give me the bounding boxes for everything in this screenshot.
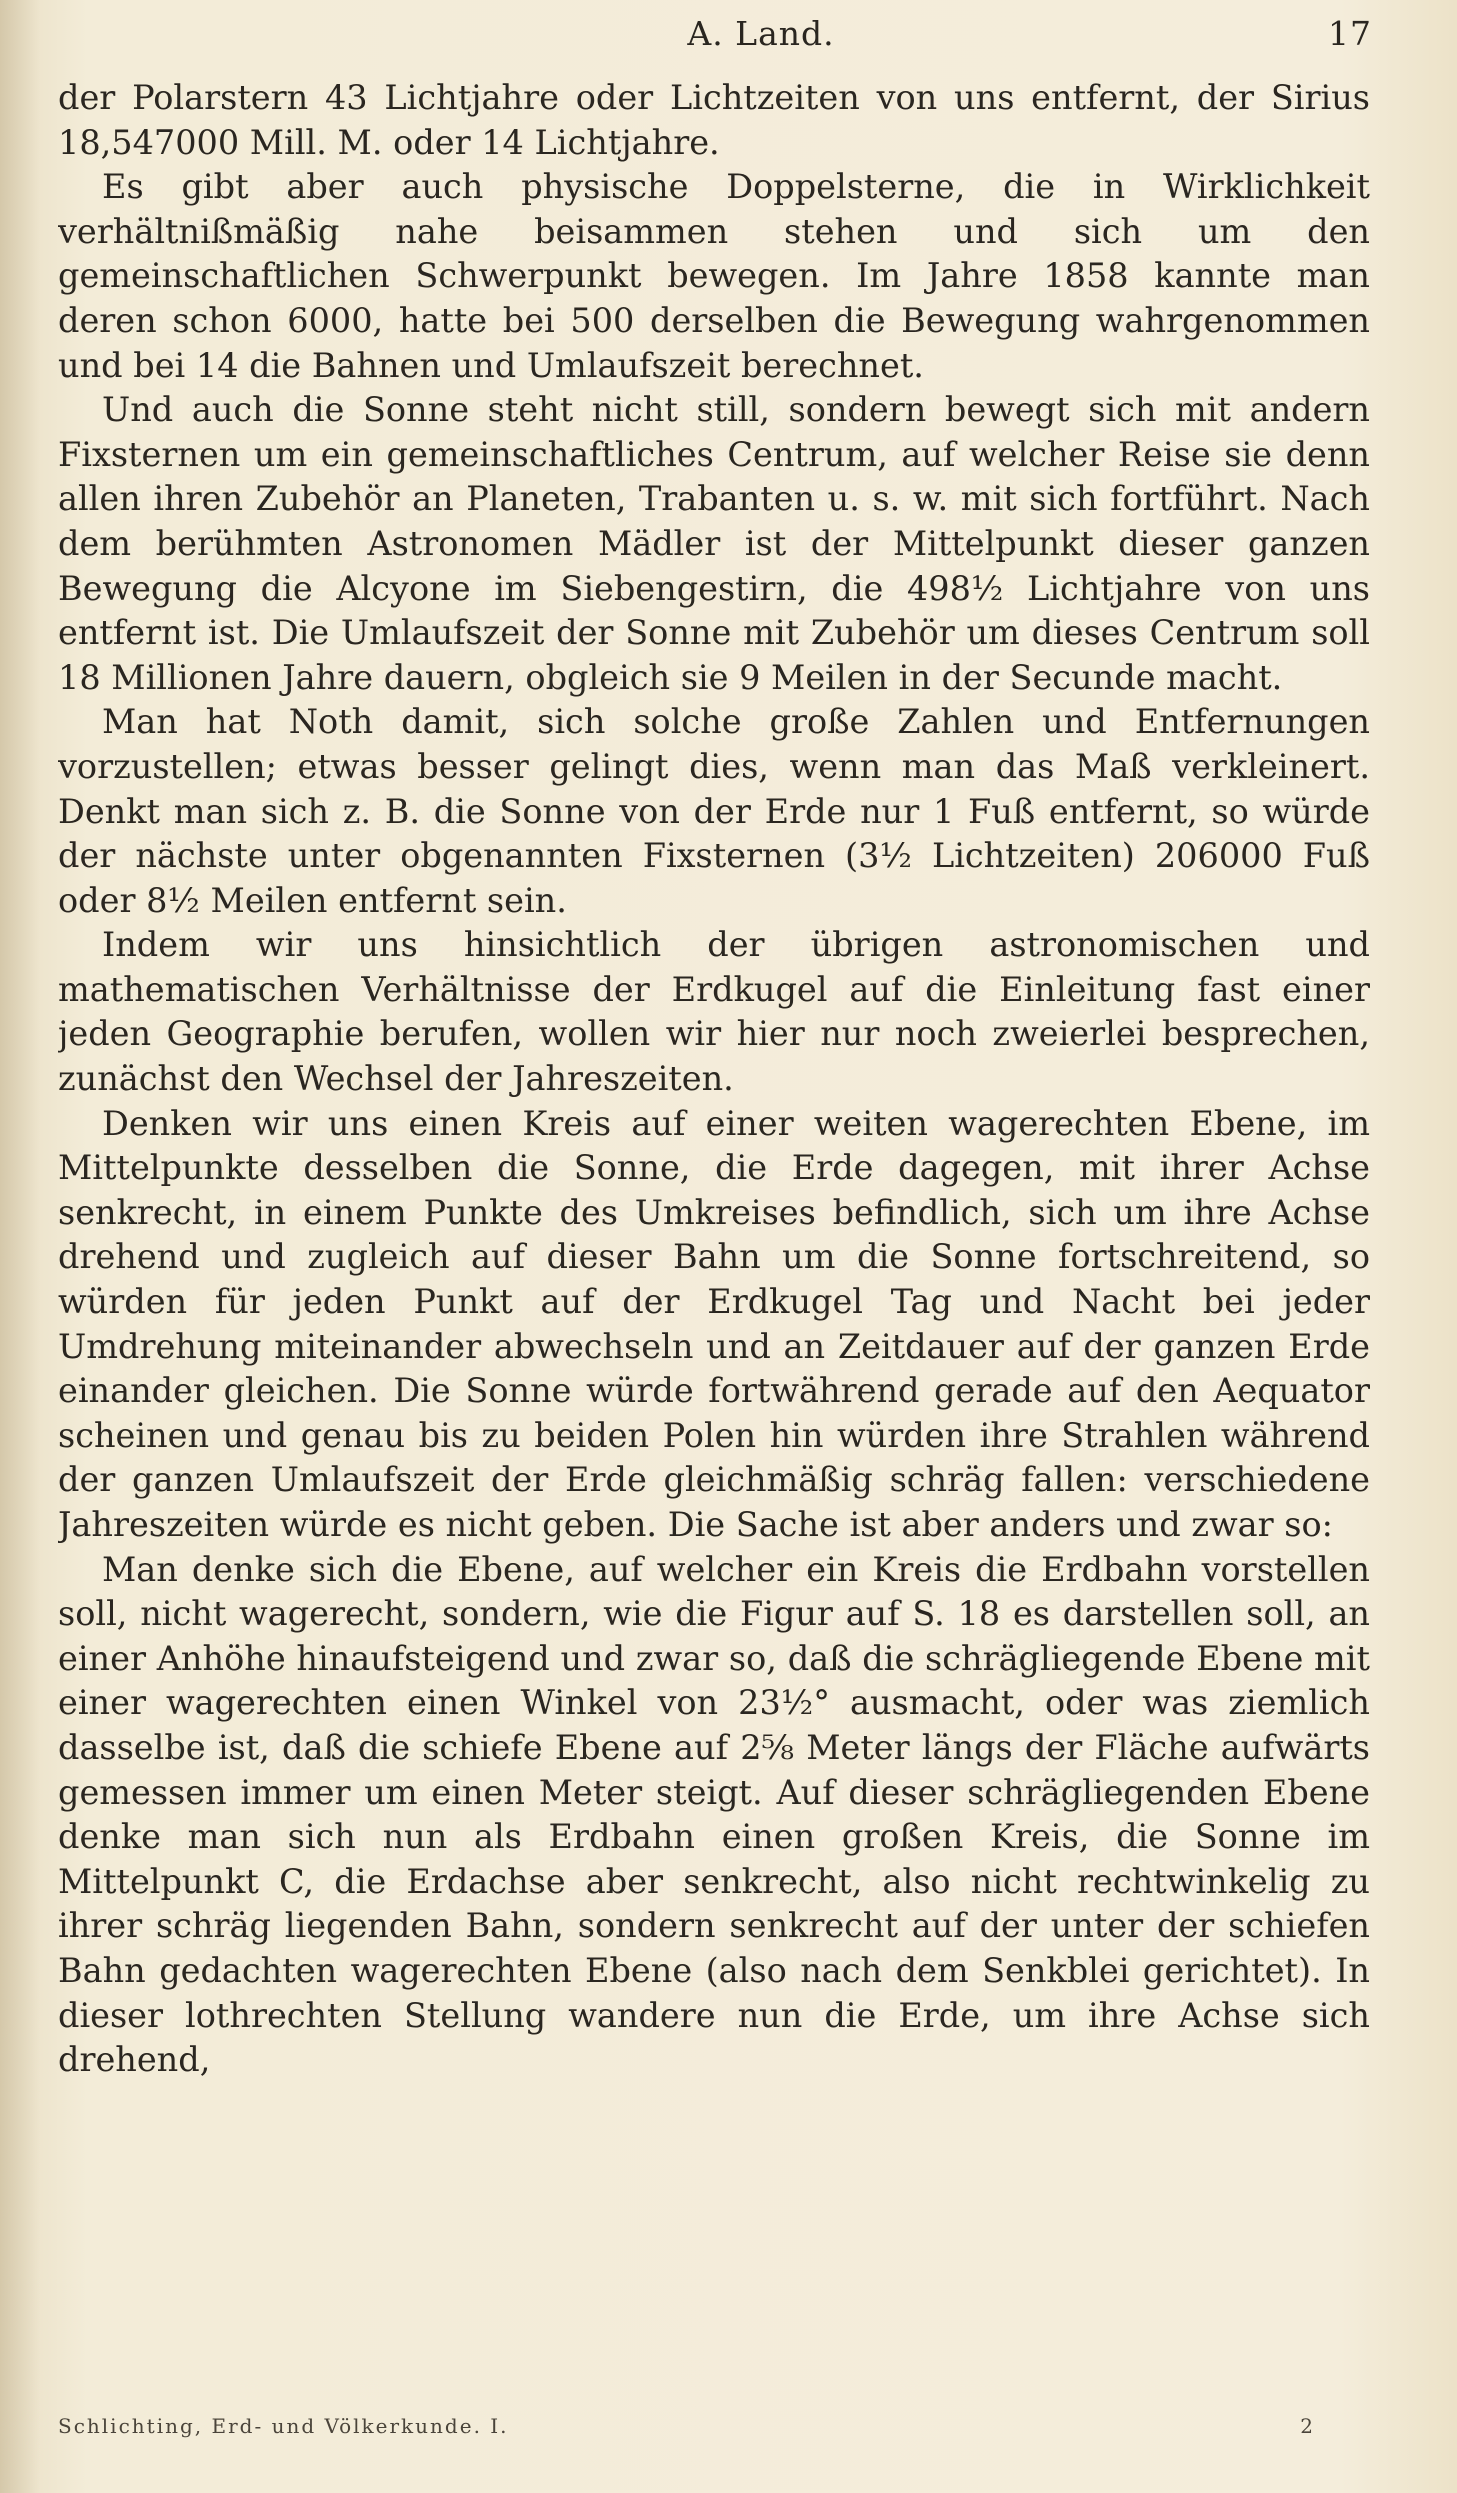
printer-signature: Schlichting, Erd- und Völkerkunde. I. (58, 2414, 509, 2438)
paragraph: Denken wir uns einen Kreis auf einer weiten wagerechten Ebene, im Mittelpunkte desselben die Sonne, die Erde dagegen, mit ihrer Achse senkrecht, in einem Punkte des Umkreises befindlich, sich um ihre Achse drehend und zugleich auf dieser Bahn um die Sonne fortschreitend, so würden für jeden Punkt auf der Erdkugel Tag und Nacht bei jeder Umdrehung miteinander abwechseln und an Zeitdauer auf der ganzen Erde einander gleichen. Die Sonne würde fortwährend gerade auf den Aequator scheinen und genau bis zu beiden Polen hin würden ihre Strahlen während der ganzen Umlaufszeit der Erde gleichmäßig schräg fallen: verschiedene Jahreszeiten würde es nicht geben. Die Sache ist aber anders und zwar so: (58, 1103, 1370, 1544)
paragraph: Es gibt aber auch physische Doppelsterne, die in Wirklichkeit verhältnißmäßig nahe beisammen stehen und sich um den gemeinschaftlichen Schwerpunkt bewegen. Im Jahre 1858 kannte man deren schon 6000, hatte bei 500 derselben die Bewegung wahrgenommen und bei 14 die Bahnen und Umlaufszeit berechnet. (58, 167, 1370, 385)
signature-mark: 2 (1300, 2414, 1315, 2438)
section-title: A. Land. (687, 14, 835, 53)
page-footer (58, 2414, 1370, 2446)
body-text (58, 76, 1370, 2406)
paragraph: Indem wir uns hinsichtlich der übrigen astronomischen und mathematischen Verhältnisse der Erdkugel auf die Einleitung fast einer jeden Geographie berufen, wollen wir hier nur noch zweierlei besprechen, zunächst den Wechsel der Jahreszeiten. (58, 925, 1370, 1099)
page-number: 17 (1328, 14, 1372, 53)
paragraph: der Polarstern 43 Lichtjahre oder Lichtzeiten von uns entfernt, der Sirius 18,547000 Mill. M. oder 14 Lichtjahre. (58, 78, 1370, 162)
paragraph: Man denke sich die Ebene, auf welcher ein Kreis die Erdbahn vorstellen soll, nicht wagerecht, sondern, wie die Figur auf S. 18 es darstellen soll, an einer Anhöhe hinaufsteigend und zwar so, daß die schrägliegende Ebene mit einer wagerechten einen Winkel von 23½° ausmacht, oder was ziemlich dasselbe ist, daß die schiefe Ebene auf 2⅝ Meter längs der Fläche aufwärts gemessen immer um einen Meter steigt. Auf dieser schrägliegenden Ebene denke man sich nun als Erdbahn einen großen Kreis, die Sonne im Mittelpunkt C, die Erdachse aber senkrecht, also nicht rechtwinkelig zu ihrer schräg liegenden Bahn, sondern senkrecht auf der unter der schiefen Bahn gedachten wagerechten Ebene (also nach dem Senkblei gerichtet). In dieser lothrechten Stellung wandere nun die Erde, um ihre Achse sich drehend, (58, 1549, 1370, 2080)
page-gutter-shadow (0, 0, 40, 2493)
running-head (150, 14, 1372, 74)
paragraph: Man hat Noth damit, sich solche große Zahlen und Entfernungen vorzustellen; etwas besser gelingt dies, wenn man das Maß verkleinert. Denkt man sich z. B. die Sonne von der Erde nur 1 Fuß entfernt, so würde der nächste unter obgenannten Fixsternen (3½ Lichtzeiten) 206000 Fuß oder 8½ Meilen entfernt sein. (58, 702, 1370, 920)
paragraph: Und auch die Sonne steht nicht still, sondern bewegt sich mit andern Fixsternen um ein gemeinschaftliches Centrum, auf welcher Reise sie denn allen ihren Zubehör an Planeten, Trabanten u. s. w. mit sich fortführt. Nach dem berühmten Astronomen Mädler ist der Mittelpunkt dieser ganzen Bewegung die Alcyone im Siebengestirn, die 498½ Lichtjahre von uns entfernt ist. Die Umlaufszeit der Sonne mit Zubehör um dieses Centrum soll 18 Millionen Jahre dauern, obgleich sie 9 Meilen in der Secunde macht. (58, 390, 1370, 697)
